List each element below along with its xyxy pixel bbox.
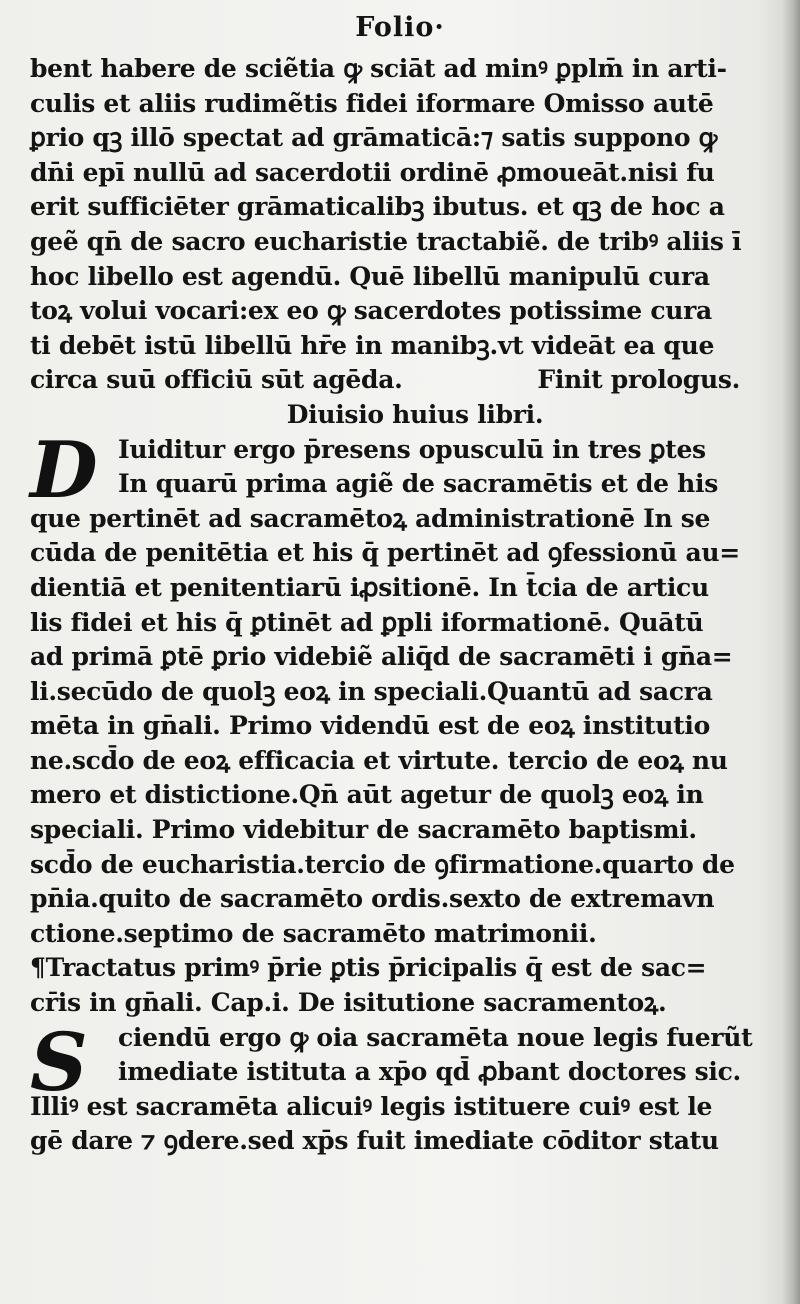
text-line: Iuiditur ergo p̄resens opusculū in tres ꝑtes [118, 434, 706, 464]
text-line: dn̄i epī nullū ad sacerdotii ordinē ꝓmoueāt.nisi fu [30, 157, 715, 187]
text-line: culis et aliis rudimẽtis fidei iformare Omisso autē [30, 88, 714, 118]
text-line: lis fidei et his q̄ ꝑtinēt ad ꝑpli iformationē. Quātū [30, 607, 704, 637]
text-line: geẽ qn̄ de sacro eucharistie tractabiẽ. de tribꝰ aliis ī [30, 226, 742, 256]
text-line: que pertinēt ad sacramētoꝝ administrationē In se [30, 503, 711, 533]
text-line: dientiā et penitentiarū iꝓsitionē. In t̄cia de articu [30, 572, 709, 602]
text-line: ciendū ergo ꝙ oia sacramēta noue legis fuerũt [118, 1022, 753, 1052]
text-line: pn̄ia.quito de sacramēto ordis.sexto de extremavn [30, 884, 715, 914]
text-line: bent habere de sciẽtia ꝙ sciāt ad minꝰ ꝑplm̄ in arti- [30, 54, 727, 83]
drop-cap-d: D [30, 425, 98, 516]
text-line: speciali. Primo videbitur de sacramēto baptismi. [30, 815, 697, 845]
page-edge-shadow [782, 0, 800, 1304]
text-line: li.secūdo de quolꝫ eoꝝ in speciali.Quantū ad sacra [30, 676, 713, 706]
text-line: ti debēt istū libellū hr̄e in manibꝫ.vt videāt ea que [30, 330, 715, 360]
text-line: ad primā ꝑtē ꝑrio videbiẽ aliq̄d de sacramēti i gn̄a= [30, 642, 733, 672]
text-block [30, 52, 753, 1159]
page-header-folio: Folio· [355, 12, 445, 43]
text-line: erit sufficiēter grāmaticalibꝫ ibutus. et qꝫ de hoc a [30, 192, 725, 222]
text-line: Illiꝰ est sacramēta alicuiꝰ legis istituere cuiꝰ est le [30, 1091, 713, 1121]
text-line: toꝝ volui vocari:ex eo ꝙ sacerdotes potissime cura [30, 296, 712, 326]
finit-prologus: Finit prologus. [537, 365, 740, 395]
tract-heading-line: cr̄is in gn̄ali. Cap.i. De isitutione sacramentoꝝ. [30, 988, 667, 1018]
prologue-end-line [30, 363, 740, 398]
drop-cap-s: S [30, 1015, 88, 1109]
text-line: hoc libello est agendū. Quē libellū manipulū cura [30, 261, 710, 291]
division-heading: Diuisio huius libri. [286, 399, 544, 429]
text-line: mēta in gn̄ali. Primo videndū est de eoꝝ institutio [30, 711, 710, 741]
text-line: gē dare ⁊ ꝯdere.sed xp̄s fuit imediate cōditor statu [30, 1126, 719, 1156]
text-line: In quarū prima agiẽ de sacramētis et de his [118, 469, 719, 499]
text-line: cūda de penitētia et his q̄ pertinēt ad ꝯfessionū au= [30, 538, 740, 568]
text-line: ctione.septimo de sacramēto matrimonii. [30, 918, 597, 948]
tract-heading-line: ¶Tractatus primꝰ p̄rie ꝑtis p̄ricipalis q̄ est de sac= [30, 953, 707, 983]
text-line: scd̄o de eucharistia.tercio de ꝯfirmatione.quarto de [30, 849, 735, 879]
prologue-end-text: circa suū officiū sūt agēda. [30, 365, 403, 395]
text-line: ꝑrio qꝫ illō spectat ad grāmaticā:⁊ satis suppono ꝙ [30, 123, 718, 153]
text-line: imediate istituta a xp̄o qd̄ ꝓbant doctores sic. [118, 1057, 741, 1087]
text-line: mero et distictione.Qn̄ aūt agetur de quolꝫ eoꝝ in [30, 780, 704, 810]
text-line: ne.scd̄o de eoꝝ efficacia et virtute. tercio de eoꝝ nu [30, 745, 728, 775]
